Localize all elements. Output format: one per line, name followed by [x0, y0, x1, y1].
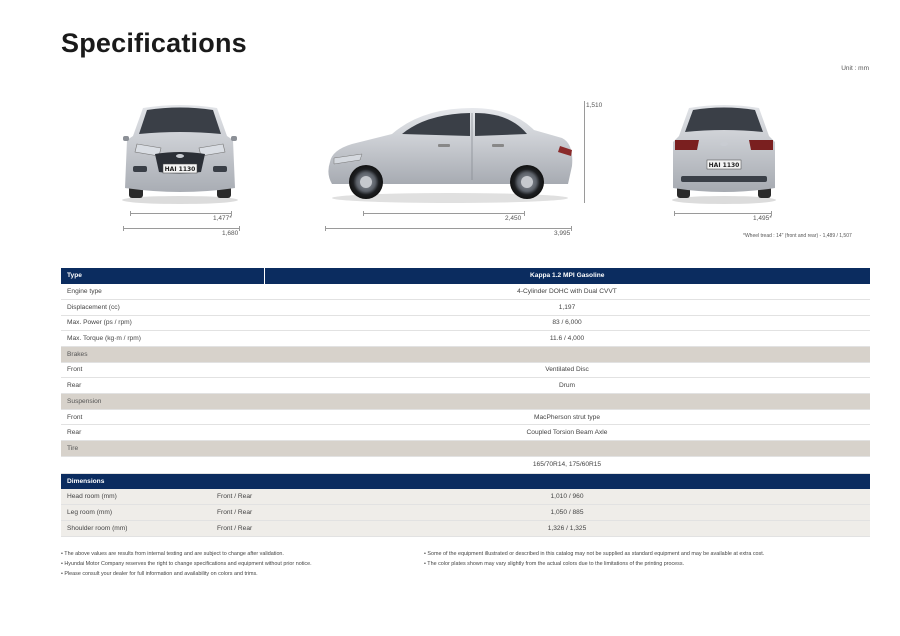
- footnote: • The color plates shown may vary slightly from the actual colors due to the limitations of the printing process.: [424, 561, 685, 567]
- dimensions-header-label: Dimensions: [61, 473, 870, 489]
- car-side-view: [322, 100, 578, 204]
- row-label: Max. Power (ps / rpm): [61, 315, 264, 331]
- length-dimension-line: [325, 228, 572, 229]
- table-row: [61, 331, 870, 347]
- dimensions-header-row: [61, 473, 870, 489]
- row-value: 4-Cylinder DOHC with Dual CVVT: [264, 284, 870, 300]
- front-track-dimension-label: 1,477*: [213, 215, 232, 222]
- footnote: • Some of the equipment illustrated or described in this catalog may not be supplied as standard equipment and may be available at extra cost.: [424, 551, 765, 557]
- table-row: [61, 505, 870, 521]
- footnote: • Please consult your dealer for full information and availability on colors and trims.: [61, 571, 258, 577]
- front-track-dimension-line: [130, 213, 232, 214]
- section-row-tire: [61, 441, 870, 457]
- car-front-view: [115, 100, 245, 204]
- row-value: Drum: [264, 378, 870, 394]
- row-value: MacPherson strut type: [264, 409, 870, 425]
- row-position: Front / Rear: [211, 505, 264, 521]
- row-value: 11.6 / 4,000: [264, 331, 870, 347]
- type-header-row: [61, 268, 870, 284]
- footnote: • Hyundai Motor Company reserves the right to change specifications and equipment without prior notice.: [61, 561, 312, 567]
- overall-width-dimension-line: [123, 228, 240, 229]
- type-header-value: Kappa 1.2 MPI Gasoline: [264, 268, 870, 284]
- row-value: 165/70R14, 175/60R15: [264, 456, 870, 473]
- row-value: 1,010 / 960: [264, 489, 870, 505]
- length-dimension-label: 3,995: [554, 230, 571, 237]
- table-row: [61, 299, 870, 315]
- section-row-suspension: [61, 394, 870, 410]
- table-row: [61, 425, 870, 441]
- wheelbase-dimension-label: 2,450: [505, 215, 522, 222]
- car-rear-view: [665, 100, 783, 204]
- section-label: Suspension: [61, 394, 870, 410]
- table-row: [61, 315, 870, 331]
- row-value: Coupled Torsion Beam Axle: [264, 425, 870, 441]
- row-label: Displacement (cc): [61, 299, 264, 315]
- row-label: Front: [61, 409, 264, 425]
- row-label: Leg room (mm): [61, 505, 211, 521]
- rear-track-dimension-label: 1,495*: [753, 215, 772, 222]
- overall-width-dimension-label: 1,680: [222, 230, 239, 237]
- table-row: [61, 520, 870, 536]
- section-label: Tire: [61, 441, 870, 457]
- row-value: Ventilated Disc: [264, 362, 870, 378]
- spec-table: [61, 268, 870, 537]
- row-label: Rear: [61, 378, 264, 394]
- table-row: [61, 489, 870, 505]
- row-label: Rear: [61, 425, 264, 441]
- table-row: [61, 378, 870, 394]
- row-label: [61, 456, 264, 473]
- height-dimension-label: 1,510: [586, 102, 603, 109]
- wheelbase-dimension-line: [363, 213, 525, 214]
- row-label: Max. Torque (kg·m / rpm): [61, 331, 264, 347]
- row-label: Engine type: [61, 284, 264, 300]
- table-row: [61, 284, 870, 300]
- page-title: Specifications: [61, 28, 247, 58]
- footnote: • The above values are results from internal testing and are subject to change after validation.: [61, 551, 284, 557]
- wheel-tread-note: *Wheel tread : 14" (front and rear) - 1,489 / 1,507: [743, 233, 852, 239]
- rear-plate-text: HAI 1130: [708, 162, 740, 169]
- table-row: [61, 456, 870, 473]
- section-row-brakes: [61, 346, 870, 362]
- row-position: Front / Rear: [211, 520, 264, 536]
- section-label: Brakes: [61, 346, 870, 362]
- row-label: Head room (mm): [61, 489, 211, 505]
- front-plate-text: HAI 1130: [164, 166, 196, 173]
- row-label: Front: [61, 362, 264, 378]
- row-label: Shoulder room (mm): [61, 520, 211, 536]
- footnotes-left: [61, 549, 411, 579]
- row-value: 83 / 6,000: [264, 315, 870, 331]
- footnotes-right: [424, 549, 874, 569]
- unit-label: Unit : mm: [841, 65, 869, 72]
- height-dimension-line: [584, 101, 585, 203]
- row-value: 1,050 / 885: [264, 505, 870, 521]
- type-header-label: Type: [61, 268, 264, 284]
- row-value: 1,326 / 1,325: [264, 520, 870, 536]
- table-row: [61, 409, 870, 425]
- row-position: Front / Rear: [211, 489, 264, 505]
- rear-track-dimension-line: [674, 213, 772, 214]
- row-value: 1,197: [264, 299, 870, 315]
- table-row: [61, 362, 870, 378]
